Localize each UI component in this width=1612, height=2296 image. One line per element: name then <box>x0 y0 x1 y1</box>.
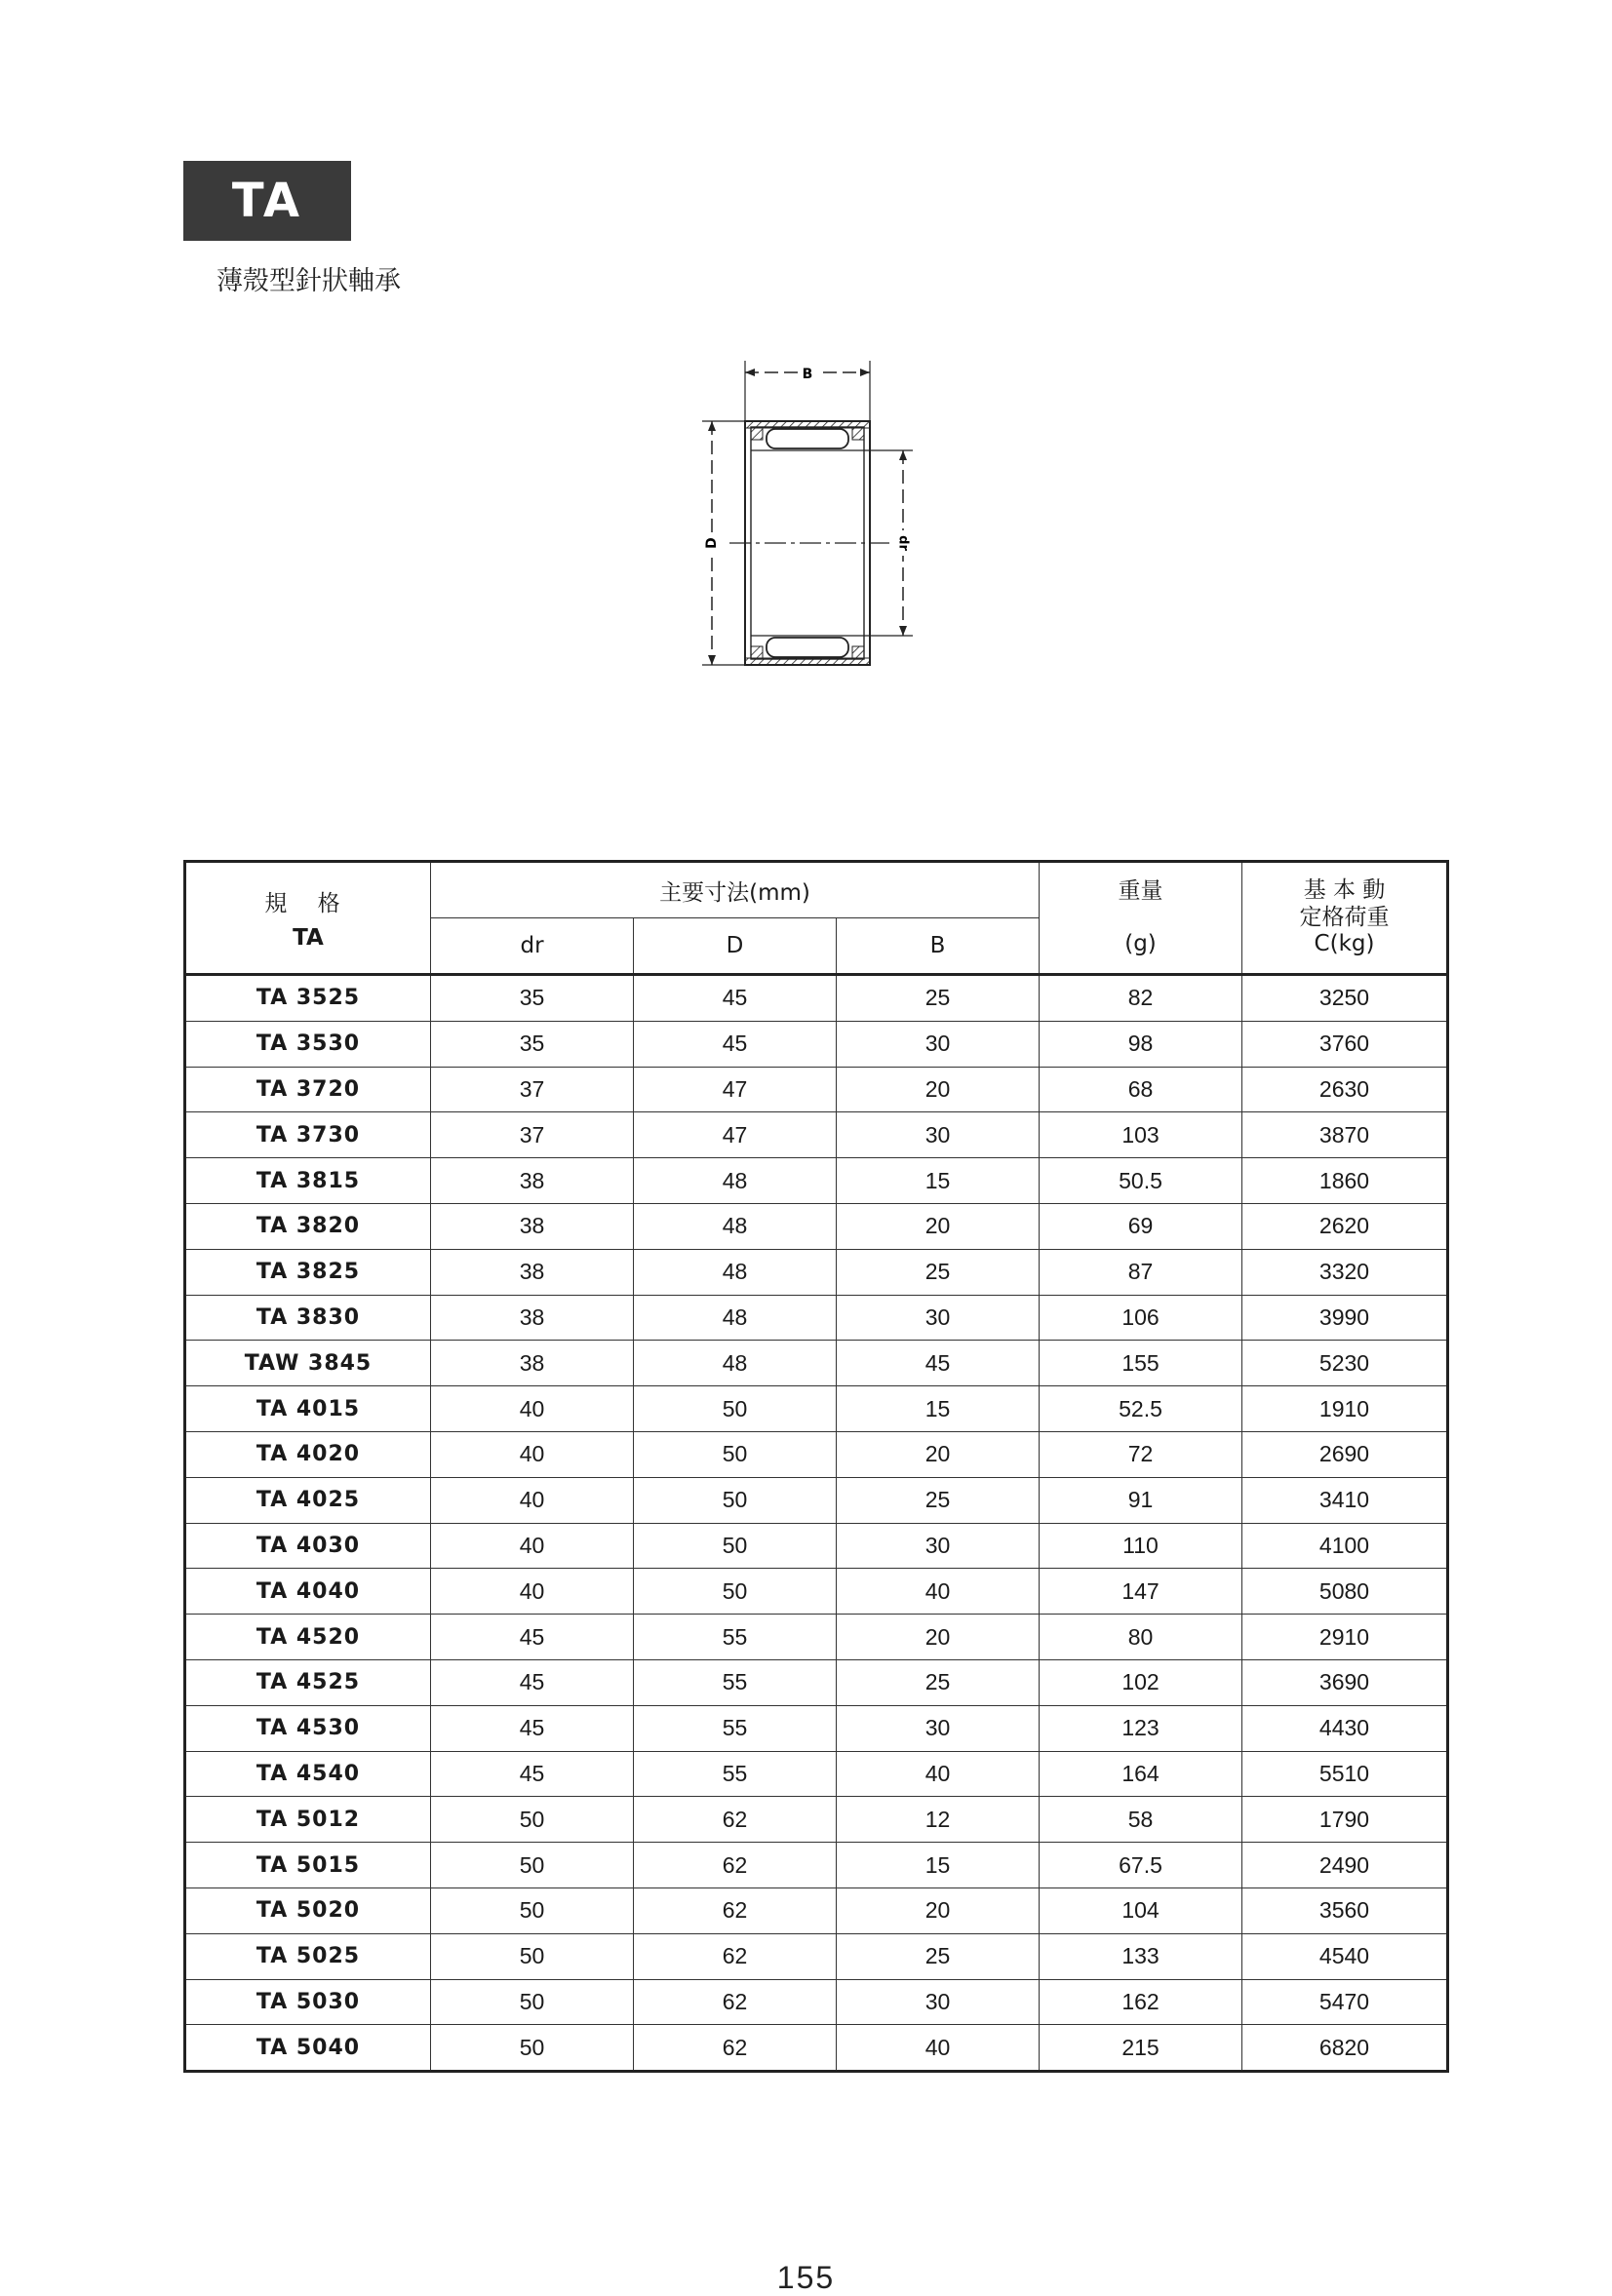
table-row <box>185 1021 1448 1067</box>
cell-model: TA 5030 <box>185 1979 431 2025</box>
cell-dr: 50 <box>431 1797 634 1843</box>
cell-load: 5230 <box>1242 1341 1448 1386</box>
cell-model: TA 5040 <box>185 2025 431 2072</box>
table-row <box>185 1523 1448 1569</box>
cell-weight: 155 <box>1040 1341 1242 1386</box>
cell-D: 48 <box>634 1341 837 1386</box>
cell-B: 15 <box>837 1843 1040 1888</box>
table-row <box>185 1705 1448 1751</box>
cell-load: 3690 <box>1242 1659 1448 1705</box>
cell-weight: 98 <box>1040 1021 1242 1067</box>
cell-B: 45 <box>837 1341 1040 1386</box>
cell-dr: 37 <box>431 1067 634 1112</box>
cell-D: 50 <box>634 1386 837 1432</box>
table-row <box>185 1477 1448 1523</box>
cell-dr: 37 <box>431 1112 634 1158</box>
cell-load: 5470 <box>1242 1979 1448 2025</box>
cell-weight: 215 <box>1040 2025 1242 2072</box>
cell-B: 40 <box>837 2025 1040 2072</box>
cell-weight: 123 <box>1040 1705 1242 1751</box>
header-spec <box>185 862 431 975</box>
cell-weight: 87 <box>1040 1249 1242 1295</box>
cell-B: 20 <box>837 1887 1040 1933</box>
cell-weight: 91 <box>1040 1477 1242 1523</box>
cell-B: 30 <box>837 1295 1040 1341</box>
cell-D: 50 <box>634 1431 837 1477</box>
header-spec-series: TA <box>293 925 324 951</box>
cell-model: TA 4020 <box>185 1431 431 1477</box>
cell-model: TA 3720 <box>185 1067 431 1112</box>
cell-D: 62 <box>634 1797 837 1843</box>
table-row <box>185 1158 1448 1204</box>
cell-model: TA 4015 <box>185 1386 431 1432</box>
cell-model: TA 4025 <box>185 1477 431 1523</box>
cell-B: 15 <box>837 1386 1040 1432</box>
cell-B: 20 <box>837 1431 1040 1477</box>
cell-model: TA 4030 <box>185 1523 431 1569</box>
cell-load: 2690 <box>1242 1431 1448 1477</box>
cell-dr: 45 <box>431 1705 634 1751</box>
page-number: 155 <box>776 2260 836 2295</box>
cell-load: 2620 <box>1242 1203 1448 1249</box>
table-row <box>185 1751 1448 1797</box>
dimension-label-b: B <box>802 367 813 382</box>
table-row <box>185 1615 1448 1660</box>
cell-weight: 147 <box>1040 1569 1242 1615</box>
header-weight-label: 重量 <box>1118 877 1163 904</box>
cell-B: 30 <box>837 1021 1040 1067</box>
cell-weight: 164 <box>1040 1751 1242 1797</box>
table-header <box>185 862 1448 975</box>
table-row <box>185 1979 1448 2025</box>
bearing-cross-section-drawing <box>683 351 936 682</box>
cell-dr: 38 <box>431 1203 634 1249</box>
cell-dr: 50 <box>431 1933 634 1979</box>
cell-D: 48 <box>634 1295 837 1341</box>
cell-load: 6820 <box>1242 2025 1448 2072</box>
cell-D: 55 <box>634 1705 837 1751</box>
cell-dr: 40 <box>431 1569 634 1615</box>
cell-B: 30 <box>837 1523 1040 1569</box>
table-row <box>185 975 1448 1022</box>
cell-D: 50 <box>634 1569 837 1615</box>
cell-B: 20 <box>837 1615 1040 1660</box>
cell-B: 20 <box>837 1067 1040 1112</box>
cell-dr: 38 <box>431 1341 634 1386</box>
cell-model: TA 4525 <box>185 1659 431 1705</box>
cell-load: 2910 <box>1242 1615 1448 1660</box>
cell-model: TAW 3845 <box>185 1341 431 1386</box>
header-weight-unit: (g) <box>1124 930 1157 956</box>
cell-D: 62 <box>634 1887 837 1933</box>
header-B: B <box>837 918 1040 975</box>
cell-load: 3410 <box>1242 1477 1448 1523</box>
table-row <box>185 1295 1448 1341</box>
table-row <box>185 1203 1448 1249</box>
cell-D: 48 <box>634 1249 837 1295</box>
cell-D: 55 <box>634 1659 837 1705</box>
cell-D: 45 <box>634 1021 837 1067</box>
cell-B: 20 <box>837 1203 1040 1249</box>
cell-dr: 38 <box>431 1158 634 1204</box>
cell-dr: 35 <box>431 975 634 1022</box>
cell-D: 62 <box>634 1933 837 1979</box>
cell-weight: 103 <box>1040 1112 1242 1158</box>
cell-weight: 104 <box>1040 1887 1242 1933</box>
cell-B: 40 <box>837 1751 1040 1797</box>
cell-D: 45 <box>634 975 837 1022</box>
cell-weight: 72 <box>1040 1431 1242 1477</box>
table-row <box>185 1569 1448 1615</box>
cell-load: 1790 <box>1242 1797 1448 1843</box>
cell-model: TA 3825 <box>185 1249 431 1295</box>
cell-weight: 162 <box>1040 1979 1242 2025</box>
cell-weight: 67.5 <box>1040 1843 1242 1888</box>
cell-model: TA 3830 <box>185 1295 431 1341</box>
cell-model: TA 5015 <box>185 1843 431 1888</box>
cell-weight: 52.5 <box>1040 1386 1242 1432</box>
cell-load: 3560 <box>1242 1887 1448 1933</box>
cell-model: TA 3815 <box>185 1158 431 1204</box>
cell-weight: 110 <box>1040 1523 1242 1569</box>
cell-model: TA 4520 <box>185 1615 431 1660</box>
cell-dr: 40 <box>431 1477 634 1523</box>
cell-dr: 50 <box>431 2025 634 2072</box>
header-weight <box>1040 862 1242 975</box>
cell-load: 4430 <box>1242 1705 1448 1751</box>
section-subtitle: 薄殼型針狀軸承 <box>216 266 401 296</box>
table-row <box>185 1887 1448 1933</box>
cell-D: 62 <box>634 1979 837 2025</box>
table-row <box>185 1386 1448 1432</box>
cell-weight: 133 <box>1040 1933 1242 1979</box>
cell-weight: 58 <box>1040 1797 1242 1843</box>
dimension-label-dr: dr <box>895 535 911 551</box>
cell-B: 30 <box>837 1705 1040 1751</box>
cell-model: TA 3530 <box>185 1021 431 1067</box>
cell-weight: 50.5 <box>1040 1158 1242 1204</box>
cell-model: TA 4040 <box>185 1569 431 1615</box>
dimension-label-d: D <box>704 537 720 549</box>
cell-load: 1910 <box>1242 1386 1448 1432</box>
cell-D: 50 <box>634 1523 837 1569</box>
cell-load: 3250 <box>1242 975 1448 1022</box>
cell-B: 25 <box>837 1477 1040 1523</box>
cell-model: TA 3820 <box>185 1203 431 1249</box>
header-spec-label: 規 格 <box>264 891 352 916</box>
cell-dr: 45 <box>431 1751 634 1797</box>
cell-D: 62 <box>634 2025 837 2072</box>
cell-B: 25 <box>837 1249 1040 1295</box>
cell-model: TA 4540 <box>185 1751 431 1797</box>
header-dr: dr <box>431 918 634 975</box>
table-row <box>185 1659 1448 1705</box>
table-body <box>185 975 1448 2072</box>
cell-load: 3760 <box>1242 1021 1448 1067</box>
table-row <box>185 1797 1448 1843</box>
cell-D: 48 <box>634 1158 837 1204</box>
table-row <box>185 2025 1448 2072</box>
cell-model: TA 5012 <box>185 1797 431 1843</box>
cell-B: 15 <box>837 1158 1040 1204</box>
cell-dr: 38 <box>431 1295 634 1341</box>
cell-D: 47 <box>634 1067 837 1112</box>
cell-B: 12 <box>837 1797 1040 1843</box>
cell-load: 5510 <box>1242 1751 1448 1797</box>
cell-dr: 50 <box>431 1843 634 1888</box>
cell-dr: 40 <box>431 1431 634 1477</box>
cell-weight: 68 <box>1040 1067 1242 1112</box>
table-row <box>185 1843 1448 1888</box>
cell-D: 55 <box>634 1751 837 1797</box>
table-row <box>185 1067 1448 1112</box>
cell-model: TA 3730 <box>185 1112 431 1158</box>
cell-load: 3870 <box>1242 1112 1448 1158</box>
cell-dr: 38 <box>431 1249 634 1295</box>
cell-dr: 50 <box>431 1887 634 1933</box>
cell-B: 30 <box>837 1979 1040 2025</box>
cell-model: TA 5020 <box>185 1887 431 1933</box>
cell-weight: 80 <box>1040 1615 1242 1660</box>
cell-model: TA 4530 <box>185 1705 431 1751</box>
cell-dr: 40 <box>431 1386 634 1432</box>
cell-D: 55 <box>634 1615 837 1660</box>
cell-B: 30 <box>837 1112 1040 1158</box>
section-badge: TA <box>183 161 351 241</box>
cell-load: 3320 <box>1242 1249 1448 1295</box>
cell-B: 25 <box>837 1933 1040 1979</box>
table-row <box>185 1341 1448 1386</box>
cell-B: 25 <box>837 975 1040 1022</box>
cell-weight: 106 <box>1040 1295 1242 1341</box>
header-load-line1: 基 本 動 <box>1303 877 1386 904</box>
cell-D: 50 <box>634 1477 837 1523</box>
cell-load: 5080 <box>1242 1569 1448 1615</box>
header-load-line2: 定格荷重 <box>1299 904 1390 930</box>
header-main-dims: 主要寸法(mm) <box>431 862 1040 918</box>
cell-dr: 50 <box>431 1979 634 2025</box>
header-load-line3: C(kg) <box>1314 931 1375 957</box>
table-row <box>185 1112 1448 1158</box>
cell-dr: 45 <box>431 1659 634 1705</box>
cell-dr: 40 <box>431 1523 634 1569</box>
cell-D: 48 <box>634 1203 837 1249</box>
cell-dr: 35 <box>431 1021 634 1067</box>
table-row <box>185 1431 1448 1477</box>
header-D: D <box>634 918 837 975</box>
cell-model: TA 3525 <box>185 975 431 1022</box>
header-load <box>1242 862 1448 975</box>
bearing-spec-table <box>183 860 1449 2073</box>
cell-D: 47 <box>634 1112 837 1158</box>
cell-load: 2490 <box>1242 1843 1448 1888</box>
cell-weight: 102 <box>1040 1659 1242 1705</box>
cell-load: 4100 <box>1242 1523 1448 1569</box>
cell-load: 2630 <box>1242 1067 1448 1112</box>
table-row <box>185 1933 1448 1979</box>
cell-weight: 82 <box>1040 975 1242 1022</box>
cell-B: 25 <box>837 1659 1040 1705</box>
cell-D: 62 <box>634 1843 837 1888</box>
cell-load: 1860 <box>1242 1158 1448 1204</box>
cell-B: 40 <box>837 1569 1040 1615</box>
cell-model: TA 5025 <box>185 1933 431 1979</box>
cell-load: 4540 <box>1242 1933 1448 1979</box>
table-row <box>185 1249 1448 1295</box>
cell-weight: 69 <box>1040 1203 1242 1249</box>
cell-load: 3990 <box>1242 1295 1448 1341</box>
cell-dr: 45 <box>431 1615 634 1660</box>
